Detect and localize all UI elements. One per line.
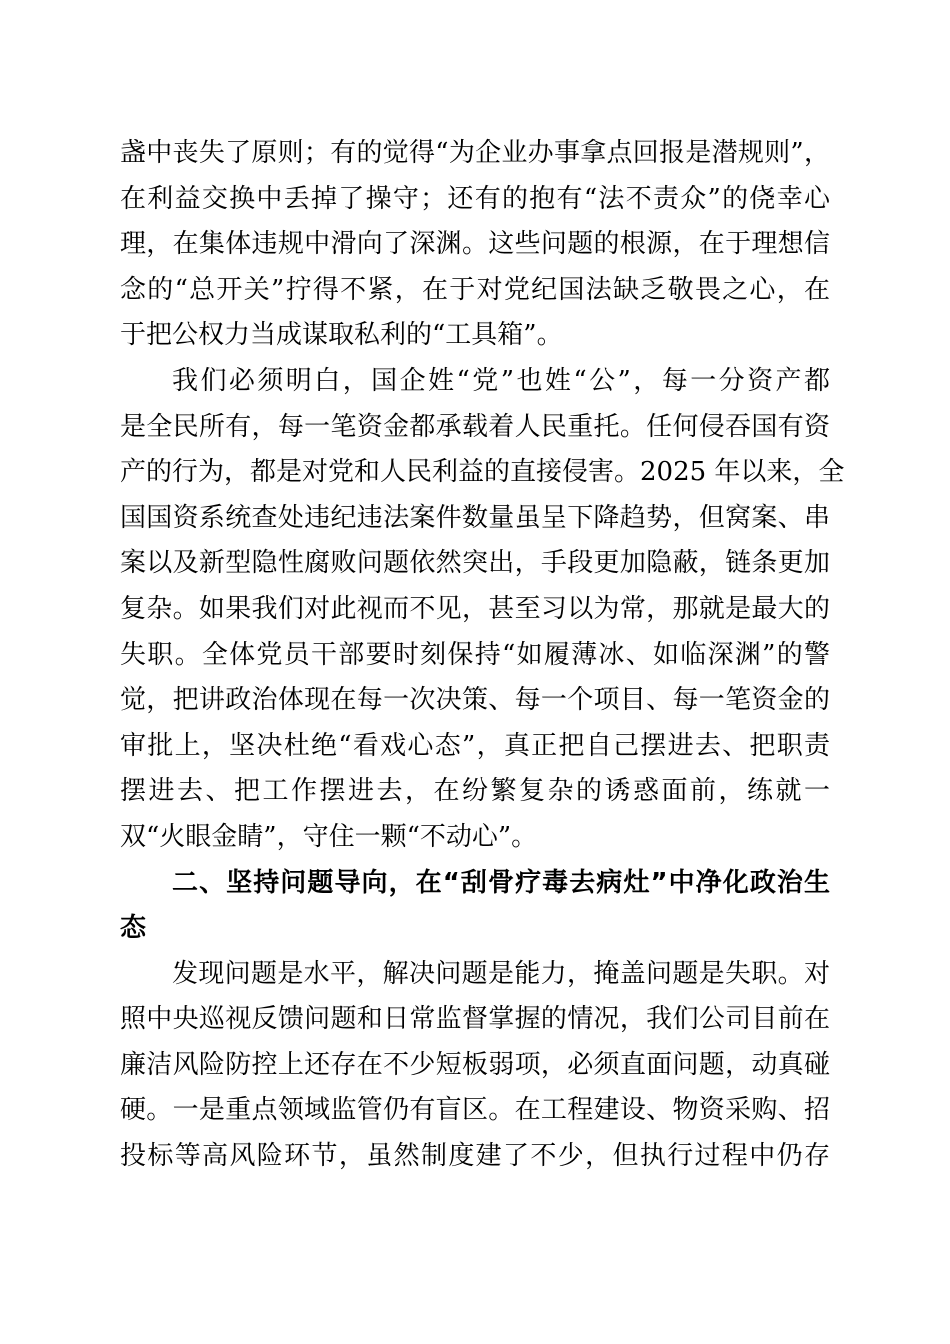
text-line: 我们必须明白，国企姓“党”也姓“公”，每一分资产都 bbox=[172, 365, 830, 396]
paragraph-continuation bbox=[120, 131, 830, 359]
paragraph-state-assets bbox=[120, 359, 845, 861]
heading-line: 态 bbox=[120, 913, 147, 944]
text-line: 硬。一是重点领域监管仍有盲区。在工程建设、物资采购、招 bbox=[120, 1095, 830, 1126]
text-line: 在利益交换中丢掉了操守；还有的抱有“法不责众”的侥幸心 bbox=[120, 183, 830, 214]
paragraph-problems bbox=[120, 952, 830, 1180]
text-line: 失职。全体党员干部要时刻保持“如履薄冰、如临深渊”的警 bbox=[120, 639, 830, 670]
text-line: 觉，把讲政治体现在每一次决策、每一个项目、每一笔资金的 bbox=[120, 685, 830, 716]
text-line: 双“火眼金睛”，守住一颗“不动心”。 bbox=[120, 821, 538, 852]
text-line: 复杂。如果我们对此视而不见，甚至习以为常，那就是最大的 bbox=[120, 593, 830, 624]
text-line: 于把公权力当成谋取私利的“工具箱”。 bbox=[120, 320, 563, 351]
text-line: 产的行为，都是对党和人民利益的直接侵害。2025 年以来，全 bbox=[120, 457, 845, 488]
text-line: 照中央巡视反馈问题和日常监督掌握的情况，我们公司目前在 bbox=[120, 1004, 830, 1035]
text-line: 理，在集体违规中滑向了深渊。这些问题的根源，在于理想信 bbox=[120, 229, 830, 260]
text-line: 摆进去、把工作摆进去，在纷繁复杂的诱惑面前，练就一 bbox=[120, 776, 830, 807]
text-line: 案以及新型隐性腐败问题依然突出，手段更加隐蔽，链条更加 bbox=[120, 548, 830, 579]
text-line: 盏中丧失了原则；有的觉得“为企业办事拿点回报是潜规则”， bbox=[120, 138, 830, 168]
heading-line: 二、坚持问题导向，在“刮骨疗毒去病灶”中净化政治生 bbox=[172, 867, 830, 898]
document-page bbox=[120, 131, 845, 1180]
text-line: 国国资系统查处违纪违法案件数量虽呈下降趋势，但窝案、串 bbox=[120, 502, 830, 533]
text-line: 廉洁风险防控上还存在不少短板弱项，必须直面问题，动真碰 bbox=[120, 1049, 830, 1080]
text-line: 审批上，坚决杜绝“看戏心态”，真正把自己摆进去、把职责 bbox=[120, 730, 830, 761]
text-line: 念的“总开关”拧得不紧，在于对党纪国法缺乏敬畏之心，在 bbox=[120, 274, 830, 305]
text-line: 投标等高风险环节，虽然制度建了不少，但执行过程中仍存 bbox=[120, 1141, 830, 1172]
text-line: 是全民所有，每一笔资金都承载着人民重托。任何侵吞国有资 bbox=[120, 411, 830, 442]
section-heading bbox=[120, 861, 830, 952]
text-line: 发现问题是水平，解决问题是能力，掩盖问题是失职。对 bbox=[172, 958, 830, 989]
